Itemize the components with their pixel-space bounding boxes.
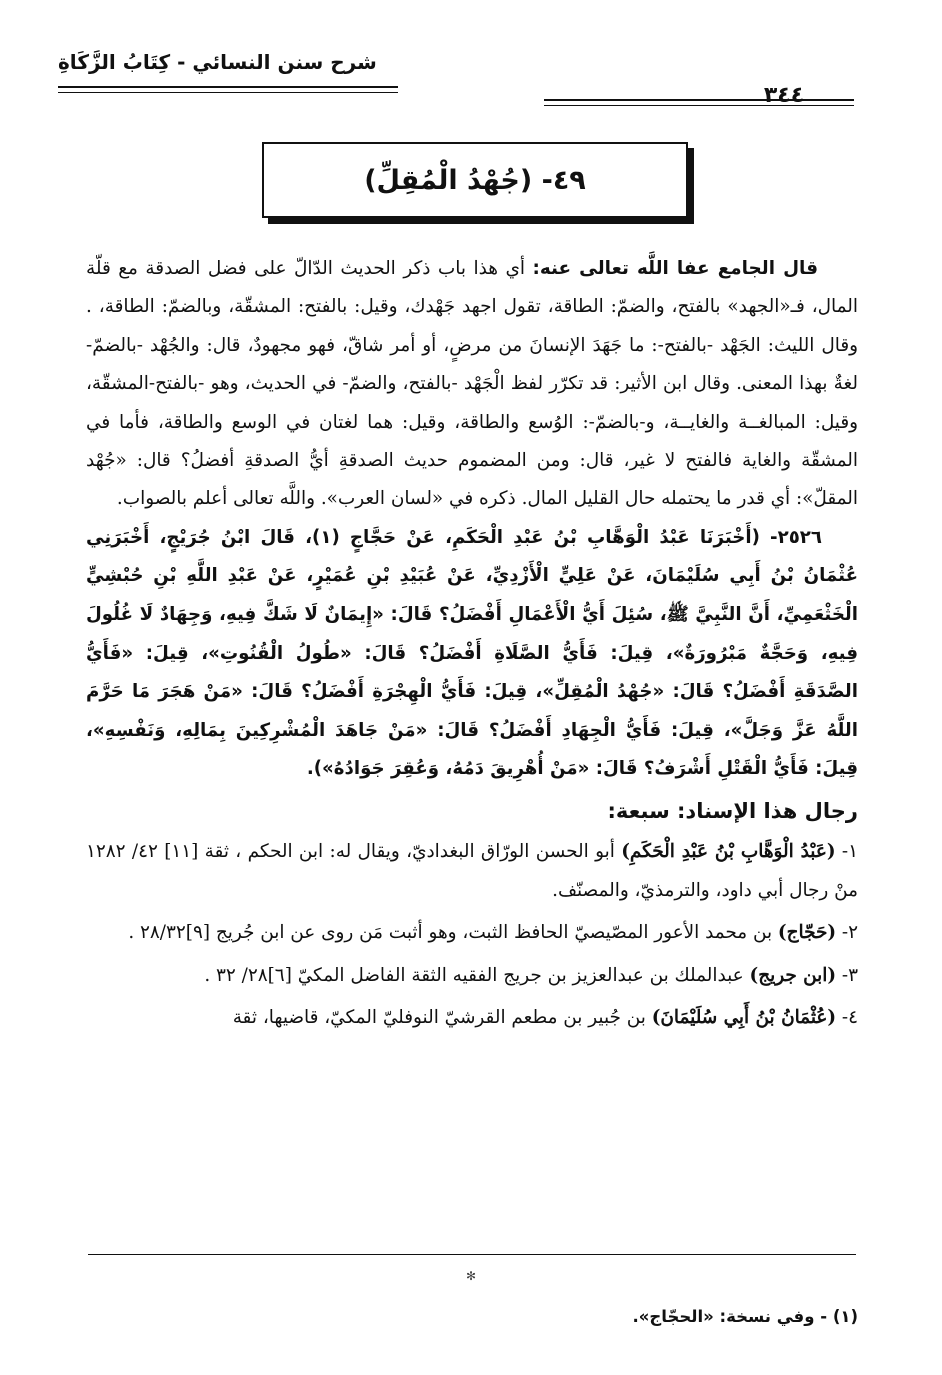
narrator-name: (عَبْدُ الْوَهَّابِ بْنُ عَبْدِ الْحَكَمِ) xyxy=(621,841,836,862)
header-rule-right-thin xyxy=(544,105,854,106)
narrator-number: ٣- xyxy=(836,964,858,986)
hadith-text: ٢٥٢٦- (أَخْبَرَنَا عَبْدُ الْوَهَّابِ بْنُ عَبْدِ الْحَكَمِ، عَنْ حَجَّاجٍ (١)، قَالَ ابْنُ جُرَيْجٍ، أَخْبَرَنِي عُثْمَانُ بْنُ أَبِي سُلَيْمَانَ، عَنْ عَلِيٍّ الْأَزْدِيِّ، عَنْ عُبَيْدِ بْنِ عُمَيْرٍ، عَنْ عَبْدِ اللَّهِ بْنِ حُبْشِيٍّ الْخَثْعَمِيِّ، أَنَّ النَّبِيَّ ﷺ، سُئِلَ أَيُّ الْأَعْمَالِ أَفْضَلُ؟ قَالَ: «إِيمَانٌ لَا شَكَّ فِيهِ، وَجِهَادٌ لَا غُلُولَ فِيهِ، وَحَجَّةٌ مَبْرُورَةٌ»، قِيلَ: فَأَيُّ الصَّلَاةِ أَفْضَلُ؟ قَالَ: «طُولُ الْقُنُوتِ»، قِيلَ: «فَأَيُّ الصَّدَقَةِ أَفْضَلُ؟ قَالَ: «جُهْدُ الْمُقِلِّ»، قِيلَ: فَأَيُّ الْهِجْرَةِ أَفْضَلُ؟ قَالَ: «مَنْ هَجَرَ مَا حَرَّمَ اللَّهُ عَزَّ وَجَلَّ»، قِيلَ: فَأَيُّ الْجِهَادِ أَفْضَلُ؟ قَالَ: «مَنْ جَاهَدَ الْمُشْرِكِينَ بِمَالِهِ، وَنَفْسِهِ»، قِيلَ: فَأَيُّ الْقَتْلِ أَشْرَفُ؟ قَالَ: «مَنْ أُهْرِيقَ دَمُهُ، وَعُقِرَ جَوَادُهُ»). xyxy=(86,526,858,780)
narrator-entry xyxy=(86,957,858,996)
commentary-paragraph xyxy=(86,250,858,519)
running-header: شرح سنن النسائي - كِتَابُ الزَّكَاةِ xyxy=(58,50,377,74)
narrator-number: ١- xyxy=(835,841,858,862)
commentary-lead: قال الجامع عفا اللَّه تعالى عنه: xyxy=(532,258,818,279)
chapter-title: ٤٩- (جُهْدُ الْمُقِلِّ) xyxy=(364,164,586,196)
footnote: (١) - وفي نسخة: «الحجّاج». xyxy=(632,1307,858,1326)
narrator-name: (حَجّاج) xyxy=(777,922,837,944)
narrator-description: بن محمد الأعور المصّيصيّ الحافظ الثبت، وهو أثبت مَن روى عن ابن جُريج [٩]٢٨/٣٢ . xyxy=(128,922,778,944)
narrator-entry xyxy=(86,999,858,1038)
narrator-number: ٢- xyxy=(836,922,858,944)
narrator-entry xyxy=(86,914,858,953)
narrator-description: بن جُبير بن مطعم القرشيّ النوفليّ المكيّ، قاضيها، ثقة xyxy=(232,1007,652,1029)
ornament-icon: ✻ xyxy=(465,1269,477,1283)
narrator-name: (عُثْمَانُ بْنُ أَبِي سُلَيْمَانَ) xyxy=(651,1007,837,1029)
narrator-description: أبو الحسن الورّاق البغداديّ، ويقال له: ابن الحكم ، ثقة [١١] ٤٢/ ١٢٨٢ منْ رجال أبي داود، والترمذيّ، والمصنّف. xyxy=(86,841,858,901)
narrator-number: ٤- xyxy=(836,1007,858,1029)
chapter-title-box xyxy=(262,142,688,218)
footnote-rule xyxy=(88,1254,856,1255)
narrator-description: عبدالملك بن عبدالعزيز بن جريج الفقيه الثقة الفاضل المكيّ [٦]٢٨/ ٣٢ . xyxy=(204,964,750,986)
main-text xyxy=(86,250,858,1042)
narrators-heading: رجال هذا الإسناد: سبعة: xyxy=(607,799,858,823)
page-number: ٣٤٤ xyxy=(763,83,805,108)
commentary-text: أي هذا باب ذكر الحديث الدّالّ على فضل الصدقة مع قلّة المال، فـ«الجهد» بالفتح، والضمّ: الطاقة، تقول اجهد جَهْدك، وقيل: بالفتح: المشقّة، وبالضمّ: الطاقة، . وقال الليث: الجَهْد -بالفتح-: ما جَهَدَ الإنسانَ من مرضٍ، أو أمر شاقّ، فهو مجهودٌ، قال: والجُهْد -بالضمّ- لغةٌ بهذا المعنى. وقال ابن الأثير: قد تكرّر لفظ الْجَهْد -بالفتح، والضمّ- في الحديث، وهو -بالفتح-المشقّة، وقيل: المبالغــة والغايــة، و-بالضمّ-: الوُسع والطاقة، وقيل: هما لغتان في الوسع والطاقة، فأما في المشقّة والغاية فالفتح لا غير، قال: ومن المضموم حديث الصدقةِ أيُّ الصدقةِ أفضلُ؟ قال: «جُهْد المقلّ»: أي قدر ما يحتمله حال القليل المال. ذكره في «لسان العرب». واللَّه تعالى أعلم بالصواب. xyxy=(86,258,858,510)
narrator-entry xyxy=(86,833,858,910)
header-rule-left xyxy=(58,86,398,88)
narrator-name: (ابن جريج) xyxy=(749,964,837,986)
header-rule-left-thin xyxy=(58,92,398,93)
header-rule-right xyxy=(544,99,854,101)
